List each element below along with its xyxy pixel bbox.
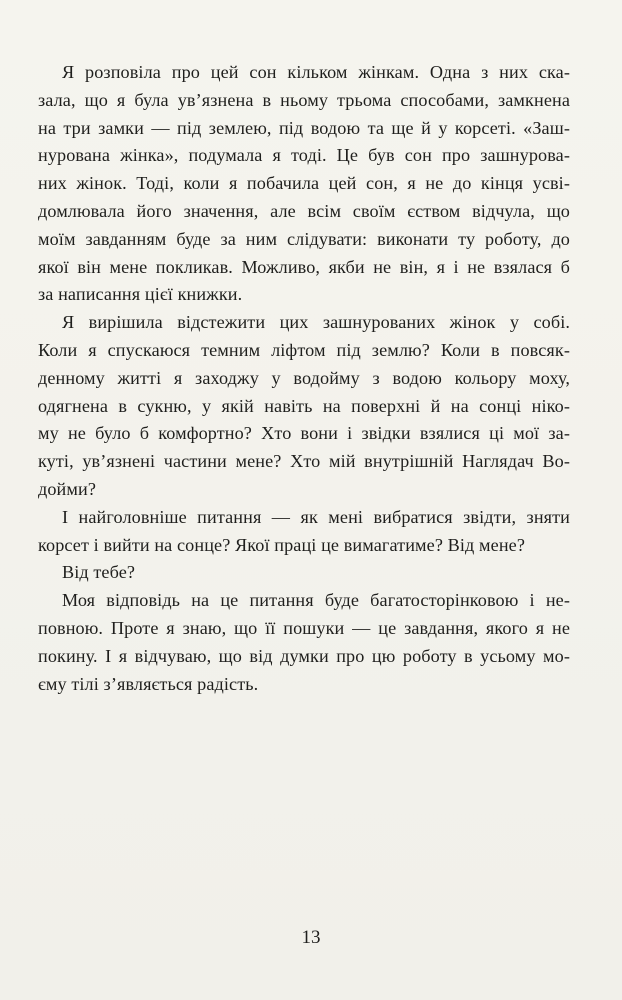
text-line: нурована жінка», подумала я тоді. Це був сон про зашнурова- — [38, 145, 570, 166]
page-number: 13 — [301, 927, 321, 948]
text-line: му не було б комфортно? Хто вони і звідки взялися ці мої за- — [38, 423, 570, 444]
text-line: куті, ув’язнені частини мене? Хто мій внутрішній Наглядач Во- — [38, 451, 570, 472]
paragraph-4 — [38, 559, 570, 587]
paragraph-5 — [38, 587, 570, 698]
text-line: Коли я спускаюся темним ліфтом під землю? Коли в повсяк- — [38, 339, 570, 360]
paragraph-2 — [38, 309, 570, 504]
text-line: корсет і вийти на сонце? Якої праці це вимагатиме? Від мене? — [38, 534, 526, 555]
text-line: домлювала його значення, але всім своїм єством відчула, що — [38, 200, 570, 221]
text-line: якої він мене покликав. Можливо, якби не він, я і не взялася б — [38, 256, 570, 277]
text-line: денному житті я заходжу у водойму з водою кольору моху, — [38, 367, 570, 388]
text-line: Моя відповідь на це питання буде багатосторінковою і не- — [62, 590, 570, 611]
paragraph-3 — [38, 504, 570, 560]
paragraph-1 — [38, 59, 570, 309]
text-line: одягнена в сукню, у якій навіть на поверхні й на сонці ніко- — [38, 395, 570, 416]
text-line: них жінок. Тоді, коли я побачила цей сон, я не до кінця усві- — [38, 173, 570, 194]
text-line: Я вирішила відстежити цих зашнурованих жінок у собі. — [62, 312, 570, 333]
text-line: єму тілі з’являється радість. — [38, 673, 259, 694]
text-line: повною. Проте я знаю, що її пошуки — це завдання, якого я не — [38, 617, 570, 638]
text-line: дойми? — [38, 478, 96, 499]
text-line: за написання цієї книжки. — [38, 284, 243, 305]
text-line: Я розповіла про цей сон кільком жінкам. Одна з них ска- — [62, 62, 570, 82]
body-text — [38, 59, 570, 698]
text-line: Від тебе? — [62, 562, 136, 583]
text-line: зала, що я була ув’язнена в ньому трьома способами, замкнена — [38, 89, 570, 110]
text-line: моїм завданням буде за ним слідувати: виконати ту роботу, до — [38, 228, 570, 249]
text-line: І найголовніше питання — як мені вибратися звідти, зняти — [62, 506, 570, 527]
text-line: покину. І я відчуваю, що від думки про цю роботу в усьому мо- — [38, 645, 570, 666]
text-line: на три замки — під землею, під водою та ще й у корсеті. «Заш- — [38, 117, 570, 138]
